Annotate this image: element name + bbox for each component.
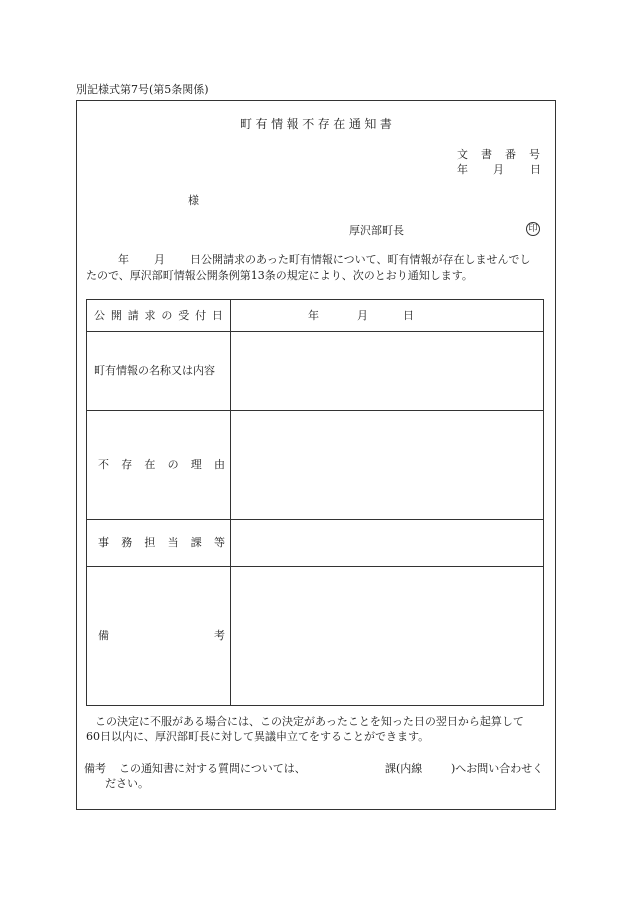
label-char: 公 bbox=[94, 309, 105, 322]
label-char: 考 bbox=[214, 629, 225, 642]
label-char: 日 bbox=[211, 309, 223, 322]
title-char: 不 bbox=[302, 117, 315, 131]
intro-line-2: たので、厚沢部町情報公開条例第13条の規定により、次のとおり通知します。 bbox=[86, 269, 473, 282]
intro-year: 年 bbox=[118, 253, 129, 266]
title-char: 知 bbox=[364, 117, 377, 131]
doc-number-char: 番 bbox=[505, 148, 516, 161]
title-char: 在 bbox=[333, 117, 346, 131]
doc-number-char: 文 bbox=[457, 148, 468, 161]
form-label: 別記様式第7号(第5条関係) bbox=[76, 83, 209, 96]
receipt-day: 日 bbox=[403, 309, 414, 322]
label-char: の bbox=[167, 458, 179, 471]
title-char: 報 bbox=[286, 117, 299, 131]
title-char: 町 bbox=[240, 117, 253, 131]
title-char: 有 bbox=[255, 117, 268, 131]
label-char: 課 bbox=[190, 536, 202, 549]
label-char: 等 bbox=[213, 536, 225, 549]
header-date-month: 月 bbox=[493, 163, 504, 176]
table-divider bbox=[230, 299, 231, 706]
row-separator bbox=[86, 566, 544, 567]
title-char: 存 bbox=[317, 117, 330, 131]
row-separator bbox=[86, 519, 544, 520]
header-date-day: 日 bbox=[530, 163, 541, 176]
remarks-head: 備考 bbox=[84, 762, 106, 775]
label-char: 開 bbox=[110, 309, 122, 322]
row-label-info-name: 町有情報の名称又は内容 bbox=[94, 364, 215, 377]
issuer-name: 厚沢部町長 bbox=[349, 224, 404, 237]
label-char: 事 bbox=[98, 536, 109, 549]
label-char: の bbox=[161, 309, 173, 322]
title-char: 書 bbox=[379, 117, 392, 131]
label-char: 備 bbox=[98, 629, 109, 642]
receipt-month: 月 bbox=[357, 309, 368, 322]
label-char: 在 bbox=[144, 458, 156, 471]
label-char: 請 bbox=[127, 309, 139, 322]
remarks-line-1a: この通知書に対する質問については、 bbox=[119, 762, 306, 775]
title-char: 情 bbox=[271, 117, 284, 131]
label-char: 当 bbox=[167, 536, 179, 549]
row-label-department bbox=[98, 537, 225, 548]
doc-number-char: 書 bbox=[481, 148, 492, 161]
doc-number-char: 号 bbox=[529, 148, 540, 161]
label-char: 付 bbox=[195, 309, 207, 322]
row-label-remarks bbox=[98, 630, 225, 641]
intro-line-1: 日公開請求のあった町有情報について、町有情報が存在しませんでし bbox=[190, 253, 531, 266]
document-title bbox=[240, 118, 392, 130]
receipt-year: 年 bbox=[308, 309, 319, 322]
label-char: 受 bbox=[178, 309, 190, 322]
label-char: 務 bbox=[121, 536, 133, 549]
header-date-year: 年 bbox=[457, 163, 468, 176]
title-char: 通 bbox=[348, 117, 361, 131]
objection-line-1: この決定に不服がある場合には、この決定があったことを知った日の翌日から起算して bbox=[95, 715, 524, 728]
row-label-nonexistence-reason bbox=[98, 459, 225, 470]
remarks-line-1b: 課(内線 bbox=[385, 762, 423, 775]
label-char: 求 bbox=[144, 309, 156, 322]
document-number-label bbox=[457, 149, 540, 160]
label-char: 理 bbox=[190, 458, 202, 471]
row-label-receipt-date bbox=[94, 310, 223, 321]
label-char: 由 bbox=[213, 458, 225, 471]
label-char: 不 bbox=[98, 458, 109, 471]
remarks-line-2: ださい。 bbox=[105, 777, 149, 790]
label-char: 担 bbox=[144, 536, 156, 549]
remarks-line-1c: )へお問い合わせく bbox=[451, 762, 544, 775]
row-separator bbox=[86, 331, 544, 332]
objection-line-2: 60日以内に、厚沢部町長に対して異議申立てをすることができます。 bbox=[86, 730, 430, 743]
row-separator bbox=[86, 410, 544, 411]
label-char: 存 bbox=[121, 458, 133, 471]
seal-icon: 印 bbox=[526, 222, 540, 236]
intro-month: 月 bbox=[154, 253, 165, 266]
addressee-suffix: 様 bbox=[188, 194, 199, 207]
info-table bbox=[86, 299, 544, 706]
